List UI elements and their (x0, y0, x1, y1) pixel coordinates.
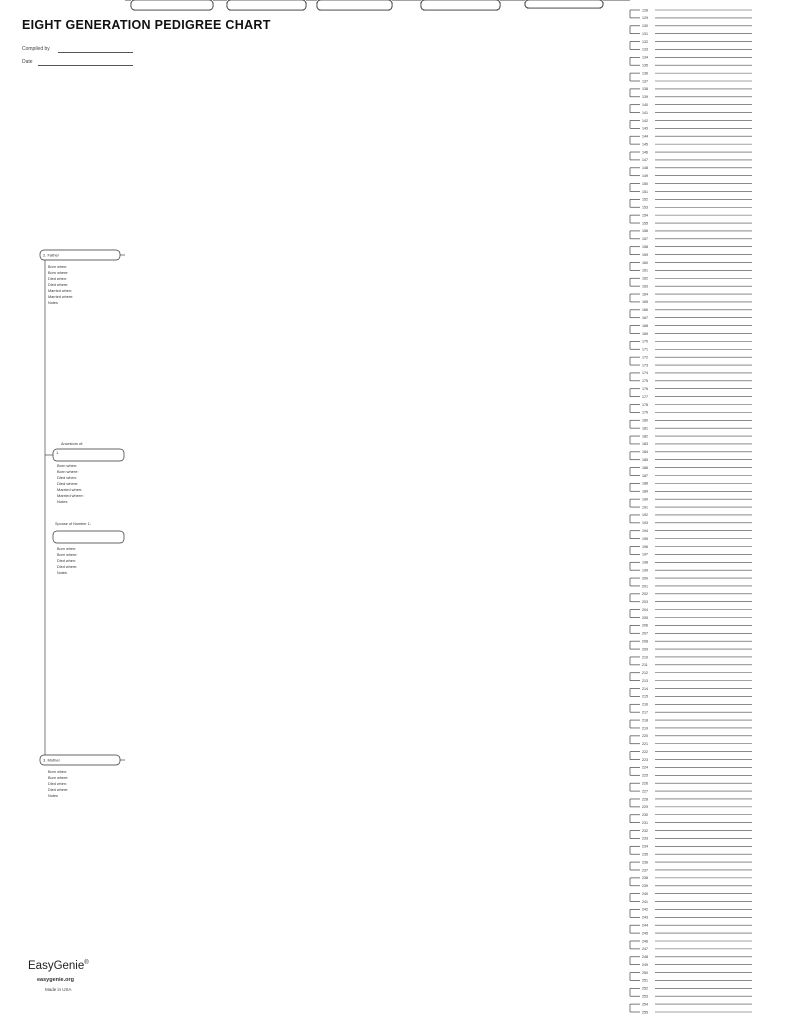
ancestor-number: 196 (642, 544, 648, 549)
person-details: Married where: (57, 493, 84, 498)
ancestor-number: 216 (642, 702, 648, 707)
ancestor-number: 165 (642, 300, 648, 305)
date-label: Date (22, 59, 33, 65)
ancestor-number: 174 (642, 371, 648, 376)
ancestor-number: 141 (642, 110, 648, 115)
spouse-details: Born when: (57, 547, 77, 551)
person-details: Died where: (48, 283, 69, 287)
ancestor-number: 238 (642, 876, 648, 881)
ancestor-number: 253 (642, 994, 648, 999)
ancestor-number: 244 (642, 923, 648, 928)
ancestor-number: 129 (642, 16, 648, 21)
ancestor-number: 236 (642, 860, 648, 865)
ancestor-number: 130 (642, 24, 648, 29)
ancestor-number: 239 (642, 884, 648, 889)
ancestor-number: 219 (642, 726, 648, 731)
person-details: Died when: (48, 277, 67, 281)
spouse-details: Died where: (57, 565, 78, 569)
ancestor-number: 150 (642, 181, 648, 186)
ancestor-number: 133 (642, 47, 648, 52)
ancestor-number: 208 (642, 639, 648, 644)
ancestors-of-label: Ancestors of: (61, 442, 84, 446)
ancestor-number: 128 (642, 8, 648, 13)
person-details: Born when: (57, 463, 78, 468)
person-details: Born where: (48, 776, 69, 780)
person-number (528, 0, 535, 1)
logo-brand: EasyGenie (28, 960, 85, 972)
person-details (141, 0, 151, 1)
ancestor-number: 175 (642, 379, 648, 384)
ancestor-number: 246 (642, 939, 648, 944)
ancestor-number: 200 (642, 576, 648, 581)
easygenie-logo (28, 960, 89, 972)
ancestor-number: 235 (642, 852, 648, 857)
person-details: Born where: (57, 469, 79, 474)
ancestor-number: 135 (642, 63, 648, 68)
ancestor-number: 242 (642, 907, 648, 912)
ancestor-number: 218 (642, 718, 648, 723)
ancestor-number: 227 (642, 789, 648, 794)
spouse-details: Died when: (57, 559, 76, 563)
ancestor-number: 157 (642, 237, 648, 242)
ancestor-number: 179 (642, 410, 648, 415)
person-details: Died when: (57, 475, 78, 480)
ancestor-number: 201 (642, 584, 648, 589)
ancestor-number: 163 (642, 284, 648, 289)
ancestor-number: 159 (642, 252, 648, 257)
ancestor-number: 188 (642, 481, 648, 486)
ancestor-number: 166 (642, 308, 648, 313)
ancestor-number: 155 (642, 221, 648, 226)
ancestor-number: 206 (642, 623, 648, 628)
person-31-box[interactable] (317, 0, 392, 10)
made-in-text: Made in USA (45, 987, 72, 992)
person-details (237, 0, 247, 1)
ancestor-number: 161 (642, 268, 648, 273)
ancestor-number: 185 (642, 458, 648, 463)
ancestor-number: 145 (642, 142, 648, 147)
ancestor-number: 162 (642, 276, 648, 281)
ancestor-number: 158 (642, 244, 648, 249)
person-1-box[interactable] (53, 449, 124, 461)
ancestor-number: 173 (642, 363, 648, 368)
ancestor-number: 224 (642, 765, 648, 770)
person-number (230, 0, 236, 1)
ancestor-number: 160 (642, 260, 648, 265)
ancestor-number: 190 (642, 497, 648, 502)
ancestor-number: 195 (642, 536, 648, 541)
ancestor-number: 212 (642, 671, 648, 676)
ancestor-number: 156 (642, 229, 648, 234)
ancestor-number: 171 (642, 347, 648, 352)
ancestor-number: 223 (642, 757, 648, 762)
ancestor-number: 178 (642, 402, 648, 407)
ancestor-number: 233 (642, 836, 648, 841)
ancestor-number: 217 (642, 710, 648, 715)
ancestor-number: 237 (642, 868, 648, 873)
ancestor-number: 138 (642, 87, 648, 92)
ancestor-number: 183 (642, 442, 648, 447)
person-details: Notes (48, 794, 58, 798)
person-details: Born when: (48, 265, 68, 269)
ancestor-number: 247 (642, 947, 648, 952)
ancestor-number: 172 (642, 355, 648, 360)
ancestor-number: 202 (642, 592, 648, 597)
ancestor-number: 146 (642, 150, 648, 155)
ancestor-number: 142 (642, 118, 648, 123)
ancestor-number: 220 (642, 734, 648, 739)
spouse-details: Notes (57, 571, 67, 575)
ancestor-number: 215 (642, 694, 648, 699)
website-text: easygenie.org (37, 977, 74, 983)
ancestor-number: 180 (642, 418, 648, 423)
ancestor-number: 153 (642, 205, 648, 210)
ancestor-number: 148 (642, 166, 648, 171)
ancestor-number: 189 (642, 489, 648, 494)
ancestor-number: 186 (642, 465, 648, 470)
person-details: Died where: (57, 481, 79, 486)
ancestor-number: 211 (642, 663, 648, 668)
ancestor-number: 169 (642, 331, 648, 336)
person-details: Died when: (48, 782, 67, 786)
ancestor-number: 143 (642, 126, 648, 131)
ancestor-number: 203 (642, 600, 648, 605)
ancestor-number: 241 (642, 899, 648, 904)
ancestor-number: 152 (642, 197, 648, 202)
ancestor-number: 167 (642, 316, 648, 321)
ancestor-number: 250 (642, 970, 648, 975)
spouse-label: Spouse of Number 1: (55, 522, 91, 526)
ancestor-number: 192 (642, 513, 648, 518)
ancestor-number: 170 (642, 339, 648, 344)
person-127-box[interactable] (525, 0, 603, 8)
ancestor-number: 226 (642, 781, 648, 786)
ancestor-number: 181 (642, 426, 648, 431)
ancestor-number: 137 (642, 79, 648, 84)
ancestor-number: 144 (642, 134, 648, 139)
ancestor-number: 232 (642, 828, 648, 833)
compiled-by-label: Compiled by (22, 46, 50, 52)
spouse-box[interactable] (53, 531, 124, 543)
ancestor-number: 176 (642, 387, 648, 392)
page-title: EIGHT GENERATION PEDIGREE CHART (22, 18, 271, 32)
ancestor-number: 230 (642, 813, 648, 818)
ancestor-number: 197 (642, 552, 648, 557)
ancestor-number: 199 (642, 568, 648, 573)
ancestor-number: 254 (642, 1002, 648, 1007)
ancestor-number: 205 (642, 615, 648, 620)
ancestor-number: 222 (642, 749, 648, 754)
ancestor-number: 194 (642, 529, 648, 534)
ancestor-number: 221 (642, 742, 648, 747)
ancestor-number: 251 (642, 978, 648, 983)
person-63-box[interactable] (421, 0, 500, 10)
ancestor-number: 168 (642, 323, 648, 328)
ancestor-number: 249 (642, 962, 648, 967)
person-number: 2. Father (43, 252, 60, 258)
person-number (134, 0, 137, 1)
person-7-box[interactable] (131, 0, 213, 10)
spouse-details: Born where: (57, 553, 78, 557)
ancestor-number: 245 (642, 931, 648, 936)
logo-mark: ® (84, 960, 89, 967)
ancestor-number: 204 (642, 607, 648, 612)
ancestor-number: 207 (642, 631, 648, 636)
ancestor-number: 140 (642, 102, 648, 107)
ancestor-number: 139 (642, 95, 648, 100)
person-details: Notes (48, 301, 58, 305)
person-details: Born where: (48, 271, 69, 275)
ancestor-number: 177 (642, 394, 648, 399)
ancestor-number: 164 (642, 292, 648, 297)
person-details (427, 0, 431, 1)
person-details: Notes (57, 499, 68, 504)
ancestor-number: 182 (642, 434, 648, 439)
ancestor-number: 210 (642, 655, 648, 660)
ancestor-number: 191 (642, 505, 648, 510)
person-details: Married when: (57, 487, 83, 492)
person-details: Married where: (48, 295, 74, 299)
ancestor-number: 198 (642, 560, 648, 565)
ancestor-number: 234 (642, 844, 648, 849)
person-number: 1. (56, 450, 60, 455)
ancestor-number: 184 (642, 450, 648, 455)
ancestor-number: 213 (642, 678, 648, 683)
ancestor-number: 248 (642, 955, 648, 960)
ancestor-number: 231 (642, 820, 648, 825)
ancestor-number: 151 (642, 189, 648, 194)
ancestor-number: 240 (642, 891, 648, 896)
ancestor-number: 149 (642, 173, 648, 178)
person-15-box[interactable] (227, 0, 306, 10)
date-line[interactable] (38, 65, 133, 66)
person-details: Born when: (48, 770, 68, 774)
person-details: Died where: (48, 788, 69, 792)
ancestor-number: 229 (642, 805, 648, 810)
ancestor-number: 136 (642, 71, 648, 76)
ancestor-number: 252 (642, 986, 648, 991)
ancestor-number: 243 (642, 915, 648, 920)
person-details (323, 0, 333, 1)
person-number: 3. Mother (43, 757, 60, 763)
ancestor-number: 214 (642, 686, 648, 691)
ancestor-number: 225 (642, 773, 648, 778)
person-details: Married when: (48, 289, 73, 293)
ancestor-number: 134 (642, 55, 648, 60)
ancestor-number: 187 (642, 473, 648, 478)
ancestor-number: 228 (642, 797, 648, 802)
ancestor-number: 209 (642, 647, 648, 652)
ancestor-number: 132 (642, 39, 648, 44)
ancestor-number: 154 (642, 213, 648, 218)
ancestor-number: 193 (642, 521, 648, 526)
ancestor-number: 147 (642, 158, 648, 163)
ancestor-number: 255 (642, 1010, 648, 1015)
compiled-by-line[interactable] (58, 52, 133, 53)
ancestor-number: 131 (642, 31, 648, 36)
